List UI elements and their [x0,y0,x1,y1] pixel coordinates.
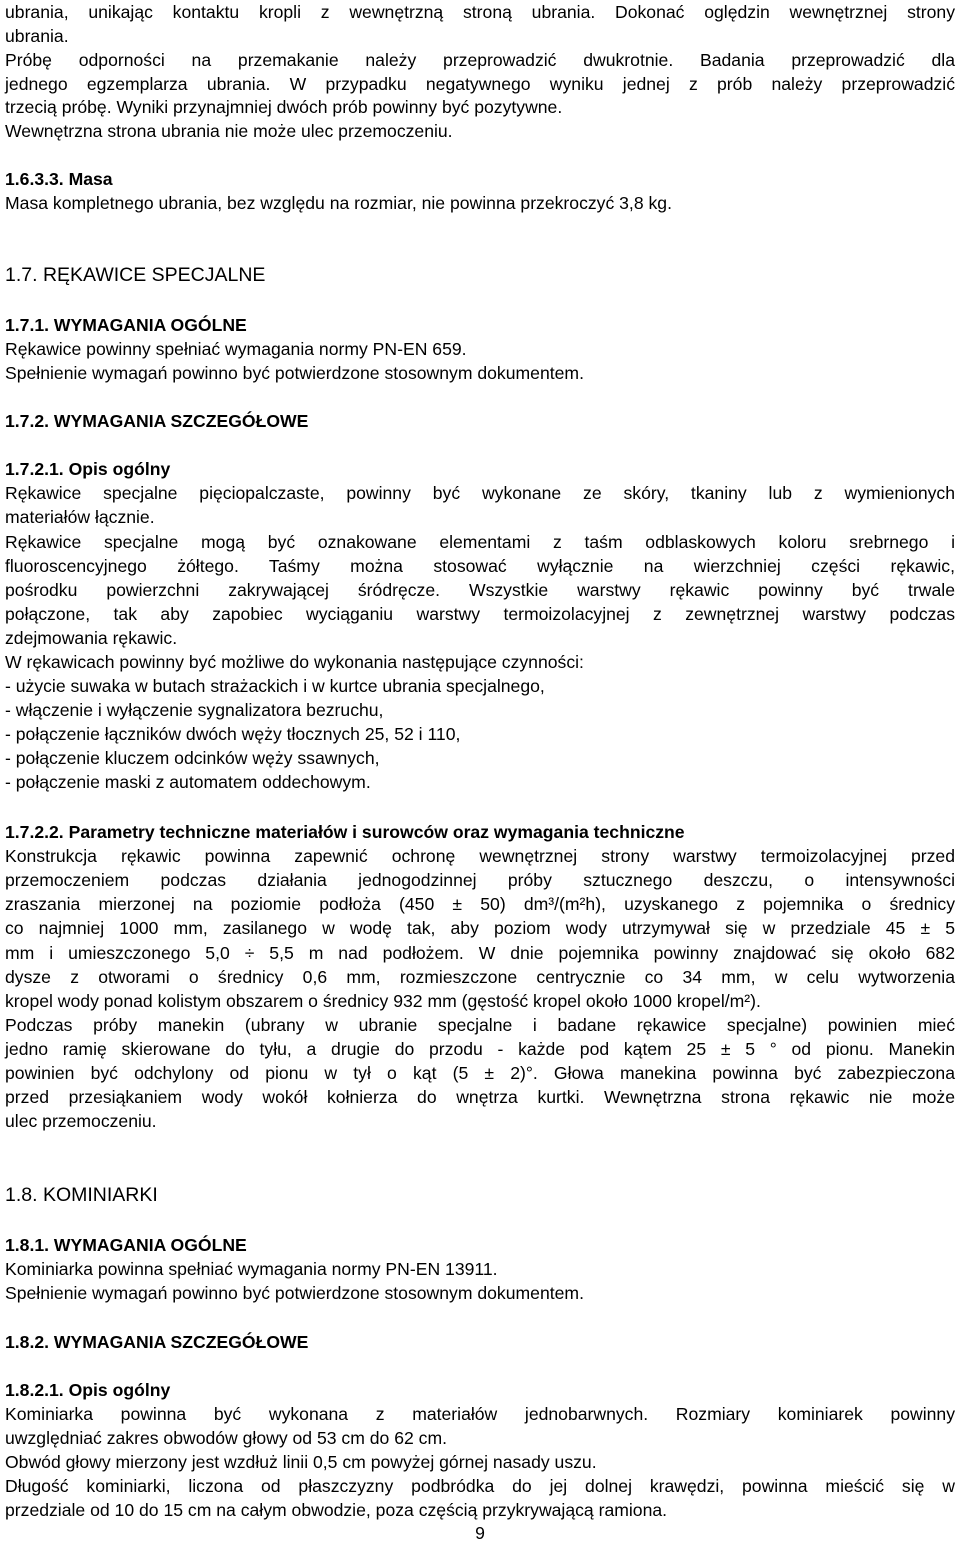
text-line: materiałów łącznie. [5,507,155,527]
text-line: połączone, tak aby zapobiec wyciąganiu warstwy termoizolacyjnej z zewnętrznej warstwy podczas [5,604,955,624]
text-line: kropel wody ponad kolistym obszarem o średnicy 932 mm (gęstość kropel około 1000 kropel/m²). [5,991,761,1011]
text-line: Rękawice specjalne mogą być oznakowane elementami z taśm odblaskowych koloru srebrnego i [5,532,955,552]
text-line: ubrania. [5,26,69,46]
list-item: - połączenie maski z automatem oddechowym. [5,772,371,792]
text-line: Rękawice powinny spełniać wymagania normy PN-EN 659. [5,339,467,359]
text-line: ulec przemoczeniu. [5,1111,157,1131]
text-line: dysze z otworami o średnicy 0,6 mm, rozmieszczone centrycznie co 34 mm, w celu wytworzenia [5,967,955,987]
text-line: Obwód głowy mierzony jest wzdłuż linii 0,5 cm powyżej górnej nasady uszu. [5,1452,597,1472]
text-line: mm i umieszczonego 5,0 ÷ 5,5 m nad podłożem. W dnie pojemnika powinny znajdować się około 682 [5,943,955,963]
section-heading: 1.6.3.3. Masa [5,169,113,189]
text-line: Kominiarka powinna być wykonana z materiałów jednobarwnych. Rozmiary kominiarek powinny [5,1404,955,1424]
text-line: fluoroscencyjnego żółtego. Taśmy można stosować wyłącznie na wierzchniej części rękawic, [5,556,955,576]
text-line: Masa kompletnego ubrania, bez względu na rozmiar, nie powinna przekroczyć 3,8 kg. [5,193,672,213]
text-line: co najmniej 1000 mm, zasilanego w wodę tak, aby poziom wody utrzymywał się w przedziale 45 ± 5 [5,918,955,938]
list-item: - połączenie łączników dwóch węży tłocznych 25, 52 i 110, [5,724,461,744]
page-number: 9 [475,1523,485,1543]
text-line: Konstrukcja rękawic powinna zapewnić ochronę wewnętrznej strony warstwy termoizolacyjnej przed [5,846,955,866]
text-line: Podczas próby manekin (ubrany w ubranie specjalne i badane rękawice specjalne) powinien mieć [5,1015,955,1035]
text-line: Długość kominiarki, liczona od płaszczyzny podbródka do jej dolnej krawędzi, powinna mieścić się w [5,1476,955,1496]
text-line: Kominiarka powinna spełniać wymagania normy PN-EN 13911. [5,1259,498,1279]
text-line: trzecią próbę. Wyniki przynajmniej dwóch prób powinny być pozytywne. [5,97,563,117]
text-line: ubrania, unikając kontaktu kropli z wewnętrzną stroną ubrania. Dokonać oględzin wewnętrznej strony [5,2,955,22]
section-heading: 1.8.2. WYMAGANIA SZCZEGÓŁOWE [5,1332,309,1352]
list-item: - użycie suwaka w butach strażackich i w kurtce ubrania specjalnego, [5,676,545,696]
text-line: zraszania mierzonej na poziomie podłoża (450 ± 50) dm³/(m²h), uzyskanego z pojemnika o średnicy [5,894,955,914]
text-line: uwzględniać zakres obwodów głowy od 53 cm do 62 cm. [5,1428,448,1448]
section-heading: 1.7.2. WYMAGANIA SZCZEGÓŁOWE [5,411,309,431]
text-line: Spełnienie wymagań powinno być potwierdzone stosownym dokumentem. [5,363,584,383]
text-line: jedno ramię skierowane do tyłu, a drugie do przodu - każde pod kątem 25 ± 5 ° od pionu. Manekin [5,1039,955,1059]
text-line: jednego egzemplarza ubrania. W przypadku negatywnego wyniku jednej z prób należy przeprowadzić [5,74,955,94]
section-heading: 1.8.1. WYMAGANIA OGÓLNE [5,1235,247,1255]
text-line: Rękawice specjalne pięciopalczaste, powinny być wykonane ze skóry, tkaniny lub z wymienionych [5,483,955,503]
chapter-heading: 1.7. RĘKAWICE SPECJALNE [5,264,266,286]
text-line: zdejmowania rękawic. [5,628,178,648]
text-line: Spełnienie wymagań powinno być potwierdzone stosownym dokumentem. [5,1283,584,1303]
text-line: powinien być odchylony od pionu w tył o kąt (5 ± 2)°. Głowa manekina powinna być zabezpieczona [5,1063,955,1083]
text-line: przed przesiąkaniem wody wokół kołnierza do wnętrza kurtki. Wewnętrzna strona rękawic nie może [5,1087,955,1107]
text-line: przemoczeniem podczas działania jednogodzinnej próby sztucznego deszczu, o intensywności [5,870,955,890]
section-heading: 1.7.2.1. Opis ogólny [5,459,171,479]
text-line: przedziale od 10 do 15 cm na całym obwodzie, poza częścią przykrywającą ramiona. [5,1500,668,1520]
list-item: - włączenie i wyłączenie sygnalizatora bezruchu, [5,700,384,720]
text-line: W rękawicach powinny być możliwe do wykonania następujące czynności: [5,652,584,672]
section-heading: 1.8.2.1. Opis ogólny [5,1380,171,1400]
section-heading: 1.7.1. WYMAGANIA OGÓLNE [5,315,247,335]
text-line: pośrodku powierzchni zakrywającej śródręcze. Wszystkie warstwy rękawic powinny być trwale [5,580,955,600]
text-line: Próbę odporności na przemakanie należy przeprowadzić dwukrotnie. Badania przeprowadzić dla [5,50,955,70]
text-line: Wewnętrzna strona ubrania nie może ulec przemoczeniu. [5,121,453,141]
list-item: - połączenie kluczem odcinków węży ssawnych, [5,748,380,768]
section-heading: 1.7.2.2. Parametry techniczne materiałów i surowców oraz wymagania techniczne [5,822,685,842]
chapter-heading: 1.8. KOMINIARKI [5,1184,158,1206]
